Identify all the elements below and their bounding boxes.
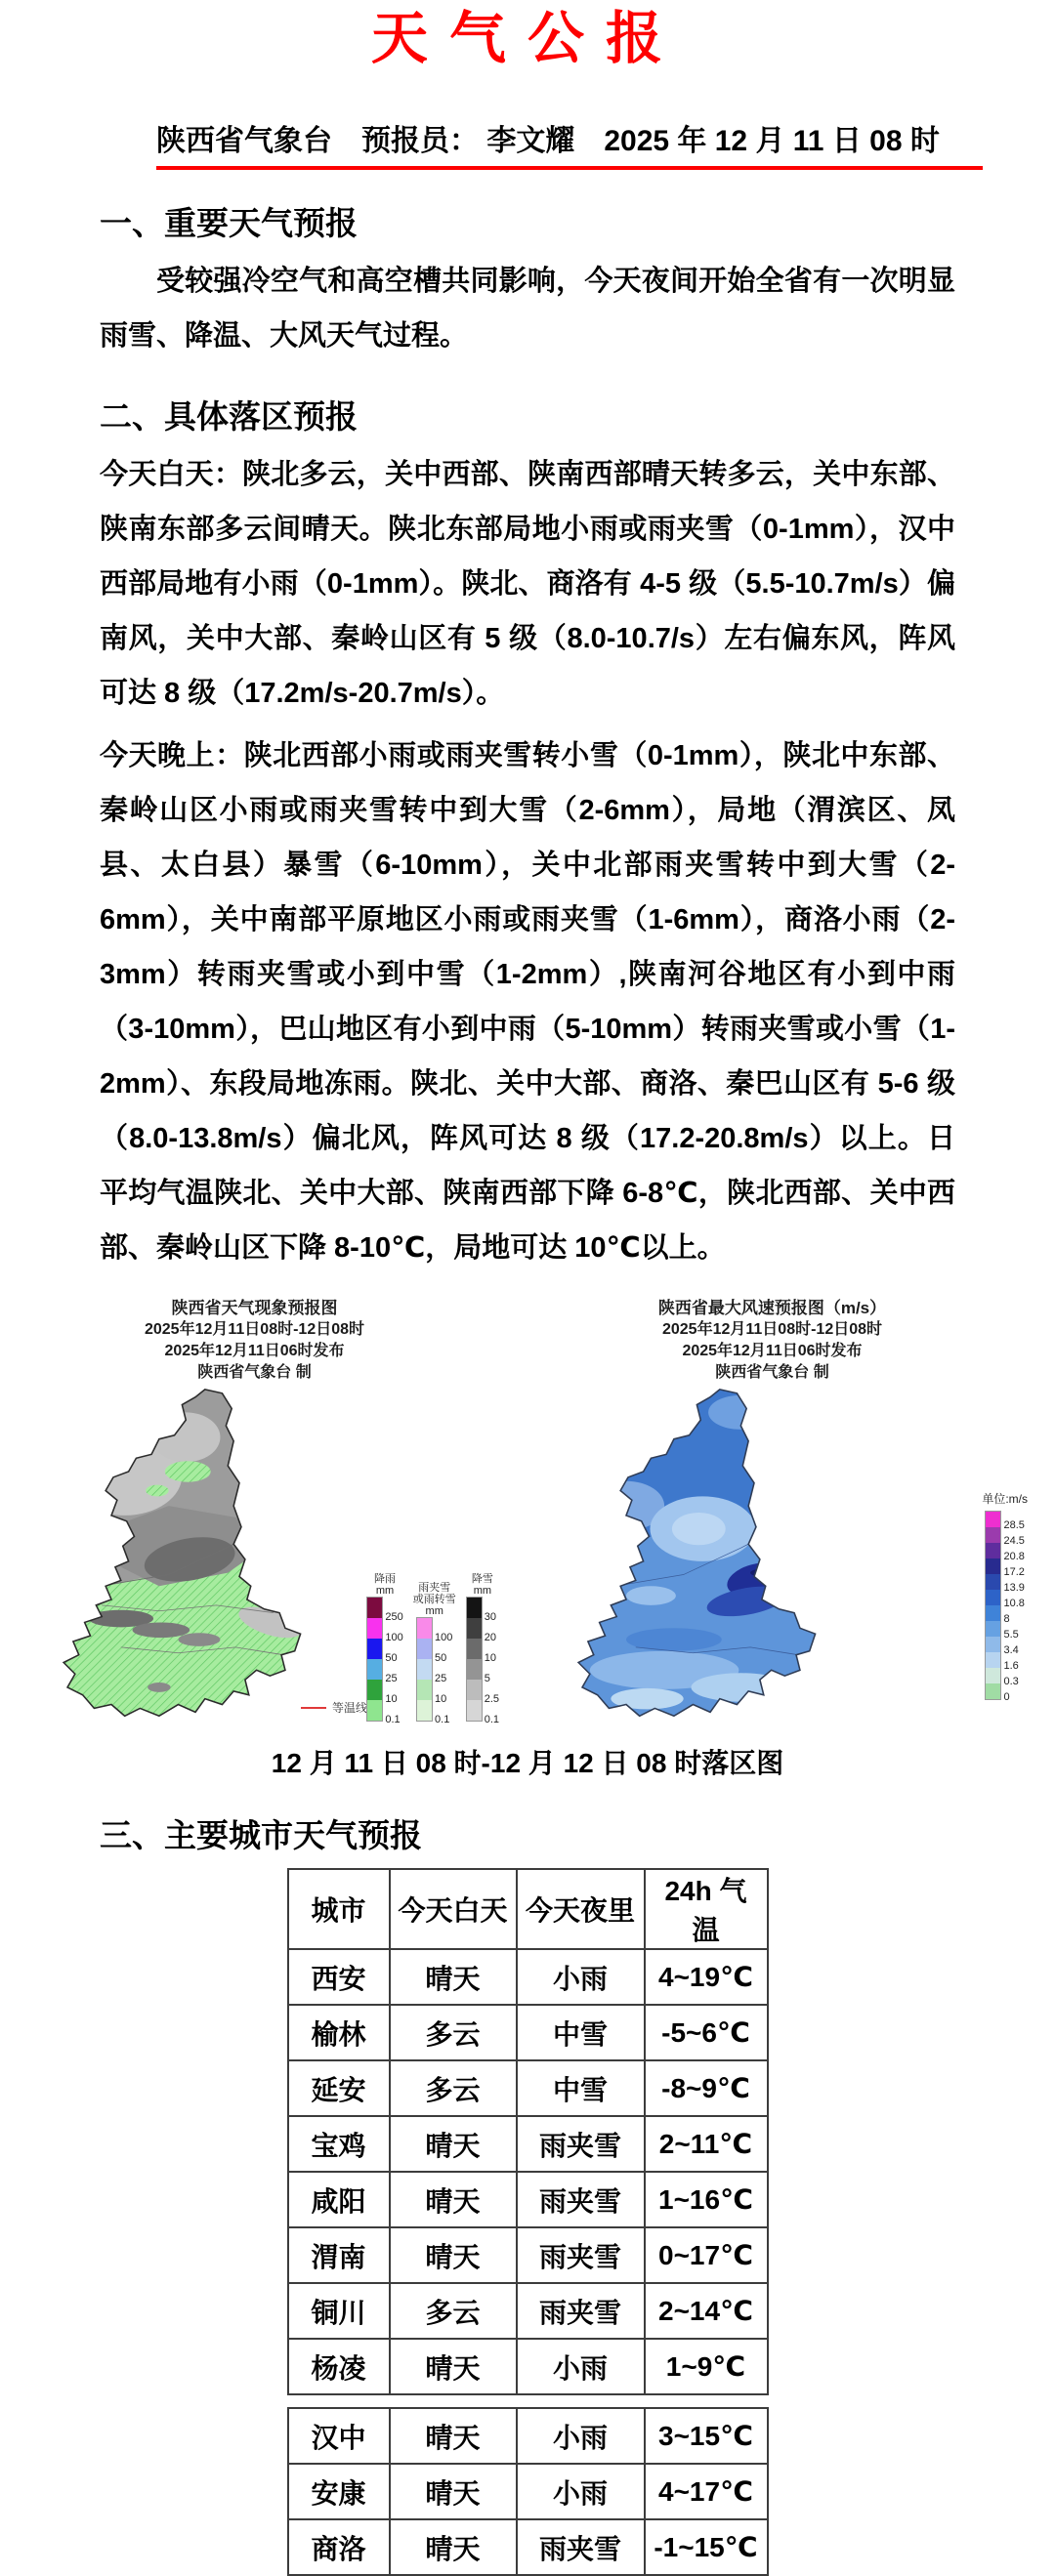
snow-tick: 5 (484, 1673, 490, 1684)
sleet-ticks (435, 1617, 453, 1725)
snow-ticks (484, 1597, 499, 1725)
city-forecast-table-south (287, 2407, 769, 2576)
cell-day: 晴天 (390, 2464, 517, 2519)
header-day: 今天白天 (390, 1869, 517, 1949)
rain-legend (366, 1573, 403, 1725)
wind-swatch (986, 1543, 1000, 1558)
table-row (288, 2408, 768, 2464)
wind-speed-map-panel (501, 1297, 1043, 1727)
cell-temp: -1~15℃ (645, 2519, 768, 2575)
rain-swatch (367, 1598, 382, 1618)
cell-temp: 2~14℃ (645, 2283, 768, 2339)
rain-ticks (385, 1597, 403, 1725)
sleet-legend-label-2: 或雨转雪 (412, 1594, 456, 1605)
cell-temp: 4~19℃ (645, 1949, 768, 2005)
wind-tick: 24.5 (1003, 1535, 1025, 1547)
sleet-swatch (417, 1659, 432, 1680)
wind-swatch (986, 1637, 1000, 1652)
sleet-tick: 0.1 (435, 1714, 450, 1725)
wind-swatch (986, 1590, 1000, 1605)
wind-legend (982, 1490, 1028, 1703)
sleet-swatch (417, 1680, 432, 1700)
snow-color-bar (466, 1597, 483, 1722)
cell-day: 晴天 (390, 2408, 517, 2464)
table-row (288, 2283, 768, 2339)
sleet-legend (412, 1582, 456, 1725)
sleet-swatch (417, 1639, 432, 1659)
cell-city: 杨凌 (288, 2339, 390, 2394)
rain-legend-unit: mm (375, 1585, 395, 1597)
wind-swatch (986, 1605, 1000, 1621)
wind-swatch (986, 1668, 1000, 1683)
isoline-red-dash (301, 1707, 326, 1709)
rain-tick: 50 (385, 1652, 398, 1664)
wind-tick: 13.9 (1003, 1582, 1025, 1594)
wind-ticks (1003, 1511, 1025, 1703)
table-row (288, 2464, 768, 2519)
weather-phenomena-map-panel (8, 1297, 501, 1727)
isoline-label: 等温线 (332, 1701, 368, 1715)
cell-city: 铜川 (288, 2283, 390, 2339)
wind-tick: 0 (1003, 1691, 1010, 1703)
table-row (288, 2519, 768, 2575)
wind-swatch (986, 1621, 1000, 1637)
wind-tick: 5.5 (1003, 1629, 1019, 1641)
snow-tick: 0.1 (484, 1714, 499, 1725)
wind-tick: 3.4 (1003, 1644, 1019, 1656)
cell-temp: -8~9℃ (645, 2060, 768, 2116)
header-city: 城市 (288, 1869, 390, 1949)
cell-city: 宝鸡 (288, 2116, 390, 2172)
rain-tick: 25 (385, 1673, 398, 1684)
sleet-tick: 100 (435, 1632, 453, 1643)
sleet-legend-label-1: 雨夹雪 (418, 1582, 451, 1594)
sleet-tick: 50 (435, 1652, 447, 1664)
cell-day: 晴天 (390, 1949, 517, 2005)
wind-tick: 20.8 (1003, 1551, 1025, 1562)
snow-swatch (467, 1598, 482, 1618)
wind-tick: 28.5 (1003, 1519, 1025, 1531)
table-row (288, 2339, 768, 2394)
cell-temp: -5~6℃ (645, 2005, 768, 2060)
wind-swatch (986, 1527, 1000, 1543)
sleet-tick: 25 (435, 1673, 447, 1684)
wind-tick: 1.6 (1003, 1660, 1019, 1672)
snow-swatch (467, 1700, 482, 1721)
cell-night: 雨夹雪 (517, 2116, 645, 2172)
cell-night: 雨夹雪 (517, 2172, 645, 2227)
cell-city: 安康 (288, 2464, 390, 2519)
left-map-valid-time: 2025年12月11日08时-12日08时 (144, 1321, 365, 1338)
table-row (288, 2172, 768, 2227)
rain-swatch (367, 1639, 382, 1659)
snow-swatch (467, 1618, 482, 1639)
table-header-row (288, 1869, 768, 1949)
weather-bulletin-page (0, 4, 1055, 2564)
cell-temp: 3~15℃ (645, 2408, 768, 2464)
snow-tick: 2.5 (484, 1693, 499, 1705)
cell-city: 渭南 (288, 2227, 390, 2283)
rain-tick: 0.1 (385, 1714, 401, 1725)
right-map-titles (501, 1297, 1043, 1384)
cell-temp: 1~9℃ (645, 2339, 768, 2394)
cell-temp: 0~17℃ (645, 2227, 768, 2283)
left-map-titles (8, 1297, 501, 1384)
wind-tick: 0.3 (1003, 1676, 1019, 1687)
cell-city: 汉中 (288, 2408, 390, 2464)
forecast-maps-row (8, 1297, 1047, 1727)
issuer-line: 陕西省气象台 预报员： 李文耀 2025 年 12 月 11 日 08 时 (156, 121, 983, 170)
page-title: 天气公报 (370, 7, 684, 70)
sleet-swatch (417, 1618, 432, 1639)
left-map-legend (366, 1573, 499, 1725)
city-forecast-table (287, 1868, 769, 2395)
snow-tick: 20 (484, 1632, 496, 1643)
cell-night: 小雨 (517, 1949, 645, 2005)
cell-day: 晴天 (390, 2227, 517, 2283)
rain-swatch (367, 1680, 382, 1700)
rain-swatch (367, 1700, 382, 1721)
maps-caption: 12 月 11 日 08 时-12 月 12 日 08 时落区图 (271, 1748, 784, 1778)
wind-legend-unit: 单位:m/s (982, 1492, 1028, 1506)
cell-temp: 2~11℃ (645, 2116, 768, 2172)
cell-day: 晴天 (390, 2172, 517, 2227)
cell-night: 小雨 (517, 2408, 645, 2464)
cell-night: 中雪 (517, 2060, 645, 2116)
cell-city: 西安 (288, 1949, 390, 2005)
rain-tick: 10 (385, 1693, 398, 1705)
daytime-forecast-paragraph: 今天白天：陕北多云，关中西部、陕南西部晴天转多云，关中东部、陕南东部多云间晴天。陕北东部局地小雨或雨夹雪（0-1mm），汉中西部局地有小雨（0-1mm）。陕北、商洛有 4-5 级（5.5-10.7m/s）偏南风，关中大部、秦岭山区有 5 级（8.0-10.7/s）左右偏东风，阵风可达 8 级（17.2m/s-20.7m/s）。 (100, 459, 955, 709)
table-row (288, 2005, 768, 2060)
table-row (288, 1949, 768, 2005)
table-row (288, 2116, 768, 2172)
cell-city: 榆林 (288, 2005, 390, 2060)
right-map-title: 陕西省最大风速预报图（m/s） (657, 1299, 887, 1317)
right-map-body (501, 1384, 1043, 1727)
snow-legend (466, 1573, 499, 1725)
shaanxi-weather-map (25, 1384, 369, 1727)
snow-tick: 30 (484, 1611, 496, 1623)
sleet-color-bar (416, 1617, 433, 1722)
subtitle-row (156, 121, 1055, 170)
header-temp: 24h 气温 (645, 1869, 768, 1949)
cell-night: 雨夹雪 (517, 2227, 645, 2283)
night-forecast-paragraph: 今天晚上：陕北西部小雨或雨夹雪转小雪（0-1mm），陕北中东部、秦岭山区小雨或雨夹雪转中到大雪（2-6mm），局地（渭滨区、凤县、太白县）暴雪（6-10mm），关中北部雨夹雪转中到大雪（2-6mm），关中南部平原地区小雨或雨夹雪（1-6mm），商洛小雨（2-3mm）转雨夹雪或小到中雪（1-2mm）,陕南河谷地区有小到中雨（3-10mm），巴山地区有小到中雨（5-10mm）转雨夹雪或小雪（1-2mm）、东段局地冻雨。陕北、关中大部、商洛、秦巴山区有 5-6 级（8.0-13.8m/s）偏北风，阵风可达 8 级（17.2-20.8m/s）以上。日平均气温陕北、关中大部、陕南西部下降 6-8℃，陕北西部、关中西部、秦岭山区下降 8-10℃，局地可达 10℃以上。 (100, 740, 955, 1264)
snow-swatch (467, 1659, 482, 1680)
rain-tick: 250 (385, 1611, 403, 1623)
shaanxi-wind-map (540, 1384, 884, 1727)
cell-night: 小雨 (517, 2339, 645, 2394)
snow-swatch (467, 1639, 482, 1659)
snow-legend-unit: mm (473, 1585, 492, 1597)
left-map-issue-time: 2025年12月11日06时发布 (164, 1343, 345, 1359)
cell-day: 多云 (390, 2283, 517, 2339)
right-map-issue-time: 2025年12月11日06时发布 (682, 1343, 863, 1359)
sleet-legend-unit: mm (425, 1605, 443, 1617)
wind-tick: 10.8 (1003, 1598, 1025, 1609)
cell-night: 小雨 (517, 2464, 645, 2519)
rain-swatch (367, 1659, 382, 1680)
table-row (288, 2060, 768, 2116)
left-map-body (8, 1384, 501, 1727)
cell-day: 晴天 (390, 2339, 517, 2394)
header-night: 今天夜里 (517, 1869, 645, 1949)
wind-tick: 8 (1003, 1613, 1010, 1625)
rain-color-bar (366, 1597, 383, 1722)
right-map-valid-time: 2025年12月11日08时-12日08时 (661, 1321, 883, 1338)
section-1-heading: 一、重要天气预报 (100, 205, 358, 241)
cell-city: 咸阳 (288, 2172, 390, 2227)
cell-day: 多云 (390, 2060, 517, 2116)
wind-swatch (986, 1652, 1000, 1668)
section-1-paragraph: 受较强冷空气和高空槽共同影响，今天夜间开始全省有一次明显雨雪、降温、大风天气过程。 (100, 266, 955, 352)
rain-swatch (367, 1618, 382, 1639)
cell-night: 雨夹雪 (517, 2519, 645, 2575)
cell-night: 中雪 (517, 2005, 645, 2060)
cell-temp: 4~17℃ (645, 2464, 768, 2519)
isoline-legend (301, 1699, 367, 1716)
snow-legend-label: 降雪 (471, 1573, 493, 1585)
section-3-heading: 三、主要城市天气预报 (100, 1817, 422, 1853)
cell-temp: 1~16℃ (645, 2172, 768, 2227)
left-map-producer: 陕西省气象台 制 (197, 1364, 312, 1381)
right-map-producer: 陕西省气象台 制 (715, 1364, 829, 1381)
cell-day: 晴天 (390, 2519, 517, 2575)
cell-night: 雨夹雪 (517, 2283, 645, 2339)
cell-day: 多云 (390, 2005, 517, 2060)
left-map-title: 陕西省天气现象预报图 (171, 1299, 338, 1317)
section-2-heading: 二、具体落区预报 (100, 398, 358, 435)
sleet-swatch (417, 1700, 432, 1721)
cell-city: 延安 (288, 2060, 390, 2116)
rain-tick: 100 (385, 1632, 403, 1643)
snow-tick: 10 (484, 1652, 496, 1664)
rain-legend-label: 降雨 (374, 1573, 397, 1585)
sleet-tick: 10 (435, 1693, 447, 1705)
table-row (288, 2227, 768, 2283)
wind-swatch (986, 1558, 1000, 1574)
wind-color-bar (985, 1511, 1001, 1700)
snow-swatch (467, 1680, 482, 1700)
wind-swatch (986, 1512, 1000, 1527)
cell-city: 商洛 (288, 2519, 390, 2575)
cell-day: 晴天 (390, 2116, 517, 2172)
wind-swatch (986, 1574, 1000, 1590)
wind-swatch (986, 1683, 1000, 1699)
wind-tick: 17.2 (1003, 1566, 1025, 1578)
